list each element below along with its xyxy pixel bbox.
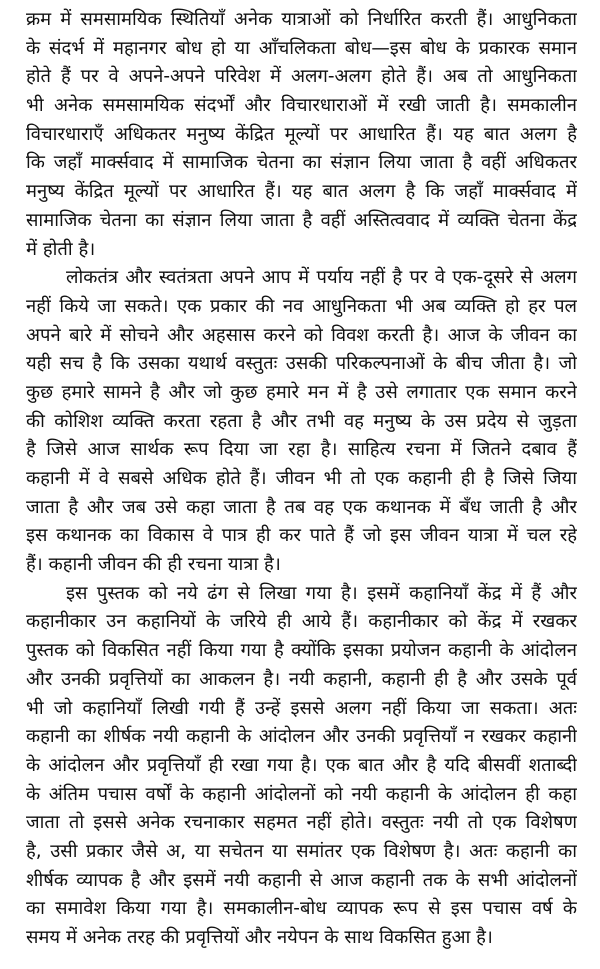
text-line: में होती है। xyxy=(26,238,96,260)
text-line: अपने बारे में सोचने और अहसास करने को विवश करती है। आज के जीवन का xyxy=(26,324,577,346)
paragraph-2 xyxy=(26,264,577,580)
text-line: के आंदोलन और प्रवृत्तियाँ ही रखा गया है। एक बात और है यदि बीसवीं शताब्दी xyxy=(26,754,577,776)
text-line: क्रम में समसामयिक स्थितियाँ अनेक यात्राओं को निर्धारित करती हैं। आधुनिकता xyxy=(26,9,577,30)
text-line: कि जहाँ मार्क्सवाद में सामाजिक चेतना का संज्ञान लिया जाता है वहीं अधिकतर xyxy=(26,152,577,174)
text-line: कहानी का शीर्षक नयी कहानी के आंदोलन और उनकी प्रवृत्तियाँ न रखकर कहानी xyxy=(26,726,577,748)
text-line: है जिसे आज सार्थक रूप दिया जा रहा है। साहित्य रचना में जितने दबाव हैं xyxy=(26,439,577,461)
text-line: कहानीकार उन कहानियों के जरिये ही आये हैं। कहानीकार को केंद्र में रखकर xyxy=(26,611,577,633)
text-line: इस पुस्तक को नये ढंग से लिखा गया है। इसमें कहानियाँ केंद्र में हैं और xyxy=(66,582,577,604)
text-line: जाता है और जब उसे कहा जाता है तब वह एक कथानक में बँध जाती है और xyxy=(26,496,577,518)
document-page xyxy=(26,6,577,953)
text-line: है, उसी प्रकार जैसे अ, या सचेतन या समांतर एक विशेषण है। अतः कहानी का xyxy=(26,840,577,862)
text-line: के अंतिम पचास वर्षों के कहानी आंदोलनों को नयी कहानी के आंदोलन ही कहा xyxy=(26,783,577,805)
text-line: सामाजिक चेतना का संज्ञान लिया जाता है वहीं अस्तित्ववाद में व्यक्ति चेतना केंद्र xyxy=(26,209,577,231)
text-line: जाता तो इससे अनेक रचनाकार सहमत नहीं होते। वस्तुतः नयी तो एक विशेषण xyxy=(26,812,577,834)
text-line: यही सच है कि उसका यथार्थ वस्तुतः उसकी परिकल्पनाओं के बीच जीता है। जो xyxy=(26,353,577,375)
text-line: शीर्षक व्यापक है और इसमें नयी कहानी से आज कहानी तक के सभी आंदोलनों xyxy=(26,869,577,891)
text-line: मनुष्य केंद्रित मूल्यों पर आधारित हैं। यह बात अलग है कि जहाँ मार्क्सवाद में xyxy=(26,181,577,203)
text-line: समय में अनेक तरह की प्रवृत्तियों और नयेपन के साथ विकसित हुआ है। xyxy=(26,927,493,948)
text-line: हैं। कहानी जीवन की ही रचना यात्रा है। xyxy=(26,554,281,576)
text-line: भी जो कहानियाँ लिखी गयी हैं उन्हें इससे अलग नहीं किया जा सकता। अतः xyxy=(26,697,577,719)
text-line: कहानी में वे सबसे अधिक होते हैं। जीवन भी तो एक कहानी ही है जिसे जिया xyxy=(26,468,577,489)
text-line: लोकतंत्र और स्वतंत्रता अपने आप में पर्याय नहीं है पर वे एक-दूसरे से अलग xyxy=(66,267,577,289)
text-line: नहीं किये जा सकते। एक प्रकार की नव आधुनिकता भी अब व्यक्ति हो हर पल xyxy=(26,295,577,317)
paragraph-1 xyxy=(26,6,577,264)
text-line: पुस्तक को विकसित नहीं किया गया है क्योंकि इसका प्रयोजन कहानी के आंदोलन xyxy=(26,640,577,662)
text-line: की कोशिश व्यक्ति करता रहता है और तभी वह मनुष्य के उस प्रदेय से जुड़ता xyxy=(26,410,577,432)
text-line: कुछ हमारे सामने है और जो कुछ हमारे मन में है उसे लगातार एक समान करने xyxy=(26,381,577,403)
text-line: भी अनेक समसामयिक संदर्भों और विचारधाराओं में रखी जाती है। समकालीन xyxy=(26,95,577,117)
paragraph-3 xyxy=(26,580,577,953)
text-line: विचारधाराएँ अधिकतर मनुष्य केंद्रित मूल्यों पर आधारित हैं। यह बात अलग है xyxy=(26,123,577,145)
text-line: होते हैं पर वे अपने-अपने परिवेश में अलग-अलग होते हैं। अब तो आधुनिकता xyxy=(26,66,577,88)
text-line: इस कथानक का विकास वे पात्र ही कर पाते हैं जो इस जीवन यात्रा में चल रहे xyxy=(26,525,577,547)
text-line: के संदर्भ में महानगर बोध हो या आँचलिकता बोध—इस बोध के प्रकारक समान xyxy=(26,37,577,59)
text-line: और उनकी प्रवृत्तियों का आकलन है। नयी कहानी, कहानी ही है और उसके पूर्व xyxy=(26,668,577,690)
text-line: का समावेश किया गया है। समकालीन-बोध व्यापक रूप से इस पचास वर्ष के xyxy=(26,898,577,920)
